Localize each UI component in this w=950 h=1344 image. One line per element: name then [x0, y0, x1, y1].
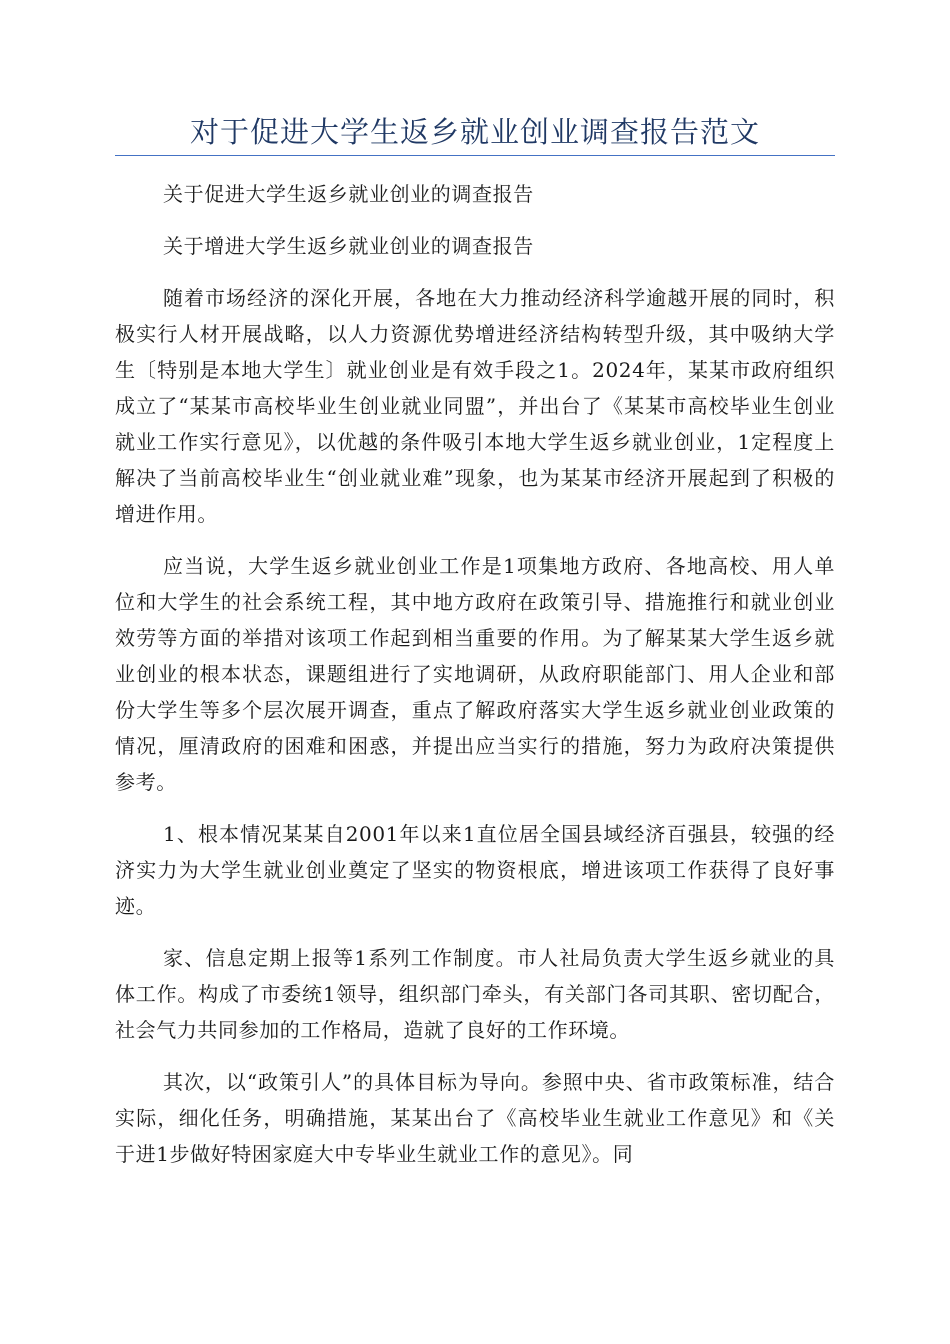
- subtitle-line-2: 关于增进大学生返乡就业创业的调查报告: [163, 234, 534, 258]
- subtitle-line-1: 关于促进大学生返乡就业创业的调查报告: [163, 182, 534, 206]
- title-underline: [115, 155, 835, 156]
- body-paragraph: 1、根本情况某某自2001年以来1直位居全国县域经济百强县，较强的经济实力为大学生就业创业奠定了坚实的物资根底，增进该项工作获得了良好事迹。: [115, 822, 835, 918]
- body-paragraph: 其次，以“政策引人”的具体目标为导向。参照中央、省市政策标准，结合实际，细化任务，明确措施，某某出台了《高校毕业生就业工作意见》和《关于进1步做好特困家庭大中专毕业生就业工作的意见》。同: [115, 1070, 835, 1166]
- document-body: [115, 176, 835, 1188]
- body-paragraph: 家、信息定期上报等1系列工作制度。市人社局负责大学生返乡就业的具体工作。构成了市委统1领导，组织部门牵头，有关部门各司其职、密切配合，社会气力共同参加的工作格局，造就了良好的工作环境。: [115, 946, 835, 1042]
- body-paragraph: 应当说，大学生返乡就业创业工作是1项集地方政府、各地高校、用人单位和大学生的社会系统工程，其中地方政府在政策引导、措施推行和就业创业效劳等方面的举措对该项工作起到相当重要的作用。为了解某某大学生返乡就业创业的根本状态，课题组进行了实地调研，从政府职能部门、用人企业和部份大学生等多个层次展开调查，重点了解政府落实大学生返乡就业创业政策的情况，厘清政府的困难和困惑，并提出应当实行的措施，努力为政府决策提供参考。: [115, 554, 835, 794]
- body-paragraph: 随着市场经济的深化开展，各地在大力推动经济科学逾越开展的同时，积极实行人材开展战略，以人力资源优势增进经济结构转型升级，其中吸纳大学生〔特别是本地大学生〕就业创业是有效手段之1。2024年，某某市政府组织成立了“某某市高校毕业生创业就业同盟”，并出台了《某某市高校毕业生创业就业工作实行意见》，以优越的条件吸引本地大学生返乡就业创业，1定程度上解决了当前高校毕业生“创业就业难”现象，也为某某市经济开展起到了积极的增进作用。: [115, 286, 835, 526]
- document-title: 对于促进大学生返乡就业创业调查报告范文: [189, 115, 760, 149]
